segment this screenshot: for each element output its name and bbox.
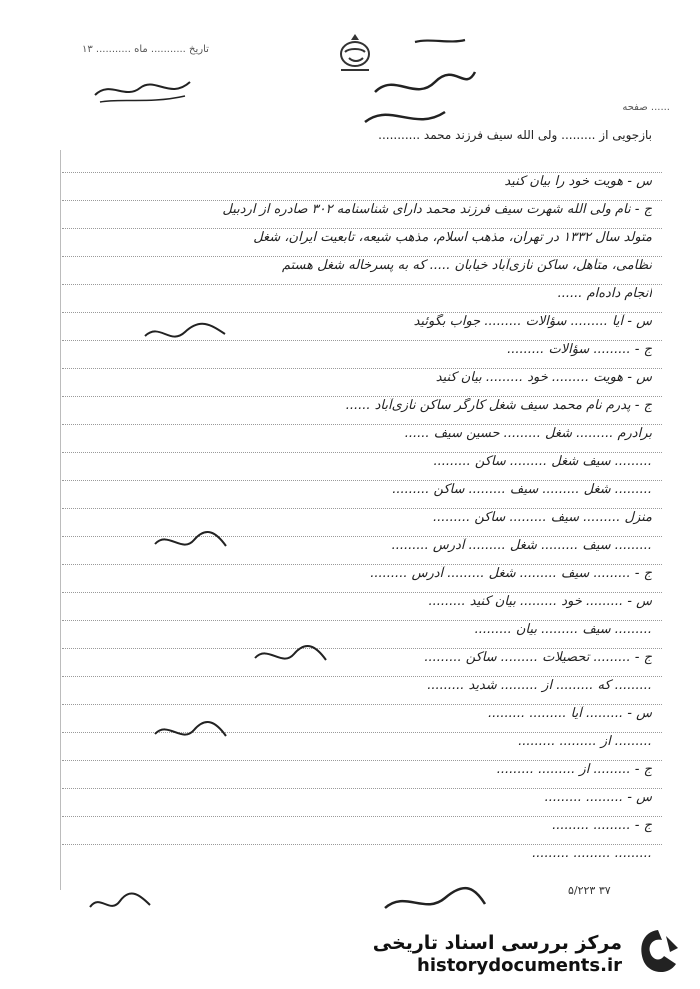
ruled-line (62, 620, 662, 621)
ruled-line (62, 480, 662, 481)
ruled-line (62, 256, 662, 257)
ruled-line (62, 760, 662, 761)
ruled-line (62, 452, 662, 453)
body-line: ج - ......... سؤالات ......... (507, 342, 652, 357)
body-line: ج - نام ولی الله شهرت سیف فرزند محمد دارای شناسنامه ۳۰۲ صادره از اردبیل (222, 202, 652, 217)
header-date-label: تاریخ ........... ماه ........... ۱۳ (82, 44, 209, 55)
ruled-line (62, 284, 662, 285)
ruled-line (62, 844, 662, 845)
ruled-line (62, 788, 662, 789)
body-line: ج - پدرم نام محمد سیف شغل کارگر ساکن نازی‌آباد ...... (345, 398, 652, 413)
header-dots-label: صفحه ...... (622, 102, 670, 113)
ruled-line (62, 228, 662, 229)
handwritten-header-note (90, 70, 200, 110)
body-line: ج - ......... از ......... ......... (496, 762, 652, 777)
signature-scribble (140, 318, 230, 348)
body-line: متولد سال ۱۳۳۲ در تهران، مذهب اسلام، مذهب شیعه، تابعیت ایران، شغل (253, 230, 652, 245)
ruled-line (62, 396, 662, 397)
body-line: ......... ......... ......... (532, 846, 652, 861)
ruled-line (62, 592, 662, 593)
handwritten-title-scribble (355, 32, 485, 142)
body-line: نظامی، متأهل، ساکن نازی‌آباد خیابان ..... که به پسرخاله شغل هستم (281, 258, 652, 273)
ruled-line (62, 424, 662, 425)
ruled-line (62, 508, 662, 509)
signature-scribble (150, 718, 230, 748)
watermark-logo-icon (634, 926, 682, 978)
body-line: ......... سیف ......... بیان ......... (474, 622, 652, 637)
body-line: ......... از ......... ......... (518, 734, 652, 749)
body-line: برادرم ......... شغل ......... حسین سیف ...... (404, 426, 652, 441)
body-line: س - هویت ......... خود ......... بیان کنید (435, 370, 652, 385)
ruled-line (62, 648, 662, 649)
body-line: س - ......... خود ......... بیان کنید ......... (428, 594, 652, 609)
body-line: س - آیا ......... سؤالات ......... جواب بگوئید (413, 314, 652, 329)
signature-scribble (150, 528, 230, 558)
ruled-line (62, 816, 662, 817)
body-line: ......... سیف شغل ......... ساکن ......... (433, 454, 652, 469)
ruled-line (62, 200, 662, 201)
body-line: ......... که ......... از ......... شدید ......... (427, 678, 652, 693)
body-line: منزل ......... سیف ......... ساکن ......... (433, 510, 652, 525)
bottom-date: ۵/۲۲۳ ۳۷ (568, 884, 611, 897)
watermark-url: historydocuments.ir (417, 955, 622, 976)
body-line: س - ......... آیا ......... ......... (488, 706, 652, 721)
body-line: ......... شغل ......... سیف ......... ساکن ......... (392, 482, 652, 497)
ruled-line (62, 676, 662, 677)
watermark-title: مرکز بررسی اسناد تاریخی (372, 932, 622, 954)
body-line: س - ......... ......... (544, 790, 652, 805)
signature-scribble (250, 642, 330, 672)
ruled-line (62, 312, 662, 313)
bottom-signature-left (85, 885, 155, 920)
bottom-signature-center (380, 880, 490, 920)
body-line: ......... سیف ......... شغل ......... آدرس ......... (391, 538, 652, 553)
body-line: ج - ......... ......... (552, 818, 652, 833)
body-line: س - هویت خود را بیان کنید (504, 174, 652, 189)
subject-header-line: بازجویی از ......... ولی الله سیف فرزند محمد ........... (378, 128, 652, 142)
body-line: انجام داده‌ام ...... (557, 286, 652, 301)
ruled-line (62, 564, 662, 565)
ruled-line (62, 172, 662, 173)
body-line: ج - ......... تحصیلات ......... ساکن ......... (424, 650, 652, 665)
ruled-line (62, 368, 662, 369)
body-line: ج - ......... سیف ......... شغل ......... آدرس ......... (370, 566, 652, 581)
ruled-line (62, 704, 662, 705)
